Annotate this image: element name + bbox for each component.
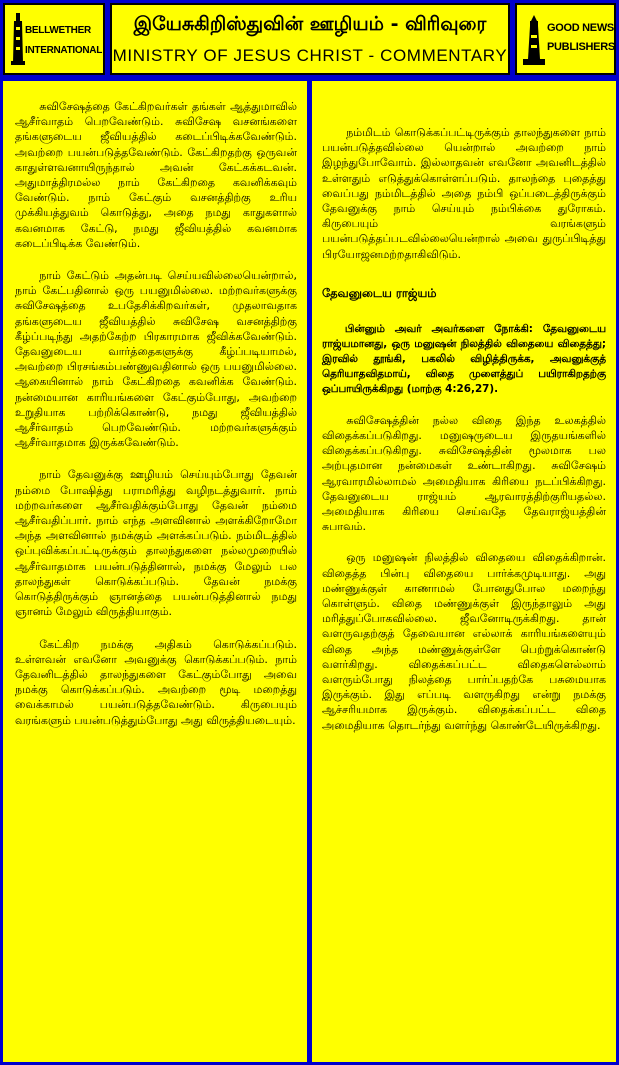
bellwether-tower-icon	[11, 13, 25, 65]
paragraph: நாம் கேட்டும் அதன்படி செய்யவில்லையென்றால், நாம் கேட்பதினால் ஒரு பயனுமில்லை. மற்றவர்களுக்கு சுவிசேஷத்தை உபதேசிக்கிறவர்கள், முதலாவதாக தங்களுடைய ஜீவியத்தில் சுவிசேஷ வசனத்திற்கு கீழ்ப்படிந்து அதற்கேற்ற பிரகாரமாக ஜீவிக்கவேண்டும். தேவனுடைய வார்த்தைகளுக்கு கீழ்ப்படியாமல், அவற்றை பிரசங்கம்பண்ணுவதினால் ஒரு பயனுமில்லை. ஆகையினால் நாம் கேட்கிறதை கவனிக்க வேண்டும். நன்மையான காரியங்களை கேட்கும்போது, அவற்றை உறுதியாக பற்றிக்கொண்டு, நமது ஜீவியத்தில் ஆசீர்வாதம் பெறவேண்டும். மற்றவர்களுக்கும் ஆசீர்வாதமாக இருக்கவேண்டும்.	[15, 269, 297, 450]
title-box	[110, 3, 510, 75]
bellwether-line1: BELLWETHER	[25, 25, 91, 36]
paragraph: நம்மிடம் கொடுக்கப்பட்டிருக்கும் தாலந்துகளை நாம் பயன்படுத்தவில்லை யென்றால் அவற்றை நாம் இழந்துபோவோம். இல்லாதவன் எவனோ அவனிடத்தில் உள்ளதும் எடுத்துக்கொள்ளப்படும். தாலந்தை புதைத்து வைப்பது நம்மிடத்தில் அதை நம்பி ஒப்படைத்திருக்கும் தேவனுக்கு நாம் செய்யும் நம்பிக்கை துரோகம். கிருபையும் வரங்களும் பயன்படுத்தப்படவில்லையென்றால் அவை துருப்பிடித்து பிரயோஜனமற்றதாகிவிடும்.	[322, 126, 606, 261]
page-title-english: MINISTRY OF JESUS CHRIST - COMMENTARY	[112, 46, 508, 65]
content-frame	[0, 78, 619, 1065]
bellwether-logo	[3, 3, 105, 75]
page-title-tamil: இயேசுகிறிஸ்துவின் ஊழியம் - விரிவுரை	[133, 13, 487, 35]
left-column	[3, 81, 307, 1062]
paragraph: சுவிசேஷத்தின் நல்ல விதை இந்த உலகத்தில் விதைக்கப்படுகிறது. மனுஷருடைய இருதயங்களில் விதைக்கப்படுகிறது. சுவிசேஷத்தின் மூலமாக பல அற்புதமான நன்மைகள் உண்டாகிறது. சுவிசேஷம் ஆரவாரமில்லாமல் அமைதியாக கிரியை நடப்பிக்கிறது. தேவனுடைய ராஜ்யம் ஆரவாரத்திற்குரியதல்ல. அமைதியாக கிரியை செய்வதே தேவராஜ்யத்தின் சுபாவம்.	[322, 413, 606, 534]
bellwether-logo-text	[25, 25, 102, 57]
section-heading: தேவனுடைய ராஜ்யம்	[322, 285, 437, 300]
lighthouse-icon	[523, 15, 545, 65]
good-news-line1: GOOD NEWS	[547, 22, 614, 34]
paragraph: ஒரு மனுஷன் நிலத்தில் விதையை விதைக்கிறான். விதைத்த பின்பு விதையை பார்க்கமுடியாது. அது மண்ணுக்குள் காணாமல் போனதுபோல மறைந்து கொள்ளும். விதை மண்ணுக்குள் இருந்தாலும் அது மரித்துப்போகவில்லை. ஜீவனோடிருக்கிறது. தான் வளருவதற்குத் தேவையான எல்லாக் காரியங்களையும் விதை அந்த மண்ணுக்குள்ளே பெற்றுக்கொண்டு வளர்கிறது. விதைக்கப்பட்ட விதைகளெல்லாம் வளரும்போது நிலத்தை பார்ப்பதற்கே பசுமையாக இருக்கும். இது எப்படி வளருகிறது என்று நமக்கு ஆச்சரியமாக இருக்கும். விதைக்கப்பட்ட விதை அமைதியாக தொடர்ந்து வளர்ந்து கொண்டேயிருக்கிறது.	[322, 551, 606, 732]
good-news-line2: PUBLISHERS	[547, 41, 615, 53]
header-bar	[0, 0, 619, 78]
right-column	[312, 81, 616, 1062]
paragraph: நாம் தேவனுக்கு ஊழியம் செய்யும்போது தேவன் நம்மை போஷித்து பராமரித்து வழிநடத்துவார். நாம் மற்றவர்களை ஆசீர்வதிக்கும்போது தேவன் நம்மை ஆசீர்வதிப்பார். நாம் எந்த அளவினால் அளக்கிறோமோ அந்த அளவினால் நமக்கும் அளக்கப்படும். நம்மிடத்தில் ஒப்புவிக்கப்பட்டிருக்கும் தாலந்துகளை நல்லமுறையில் ஆசீர்வாதமாக பயன்படுத்தினால், நமக்கு மேலும் பல தாலந்துகள் கொடுக்கப்படும். தேவன் நமக்கு கொடுத்திருக்கும் ஞானத்தை பயன்படுத்தினால் நமது ஞானம் மேலும் விருத்தியாகும்.	[15, 468, 297, 619]
scripture-quote: பின்னும் அவர் அவர்களை நோக்கி: தேவனுடைய ராஜ்யமானது, ஒரு மனுஷன் நிலத்தில் விதையை விதைத்து; இரவில் தூங்கி, பகலில் விழித்திருக்க, அவனுக்குத் தெரியாதவிதமாய், விதை முளைத்துப் பயிராகிறதற்கு ஒப்பாயிருக்கிறது (மாற்கு 4:26,27).	[322, 322, 606, 395]
bellwether-line2: INTERNATIONAL	[25, 45, 103, 56]
good-news-logo	[515, 3, 616, 75]
paragraph: சுவிசேஷத்தை கேட்கிறவர்கள் தங்கள் ஆத்துமாவில் ஆசீர்வாதம் பெறவேண்டும். சுவிசேஷ வசனங்களை தங்களுடைய ஜீவியத்தில் கடைப்பிடிக்கவேண்டும். அவற்றை பயன்படுத்தவேண்டும். கேட்கிறதற்கு ஒருவன் காதுள்ளவனாயிருந்தால் அவன் கேட்கக்கடவன். அதுமாத்திரமல்ல நாம் கேட்கிறதை கவனிக்கவும் வேண்டும். நாம் கேட்கும் வசனத்திற்கு உரிய முக்கியத்துவம் கொடுத்து, அதை நமது காதுகளால் கவனமாக கேட்டு, நமது ஜீவியத்தில் கவனமாக கடைப்பிடிக்க வேண்டும்.	[15, 100, 297, 250]
paragraph: கேட்கிற நமக்கு அதிகம் கொடுக்கப்படும். உள்ளவன் எவனோ அவனுக்கு கொடுக்கப்படும். நாம் தேவனிடத்தில் தாலந்துகளை கேட்கும்போது அவை நமக்கு கொடுக்கப்படும். அவற்றை மூடி மறைத்து வைக்காமல் பயன்படுத்தவேண்டும். கிருபையும் வரங்களும் பயன்படுத்தும்போது அது விருத்தியடையும்.	[15, 637, 297, 727]
good-news-logo-text	[547, 22, 615, 54]
